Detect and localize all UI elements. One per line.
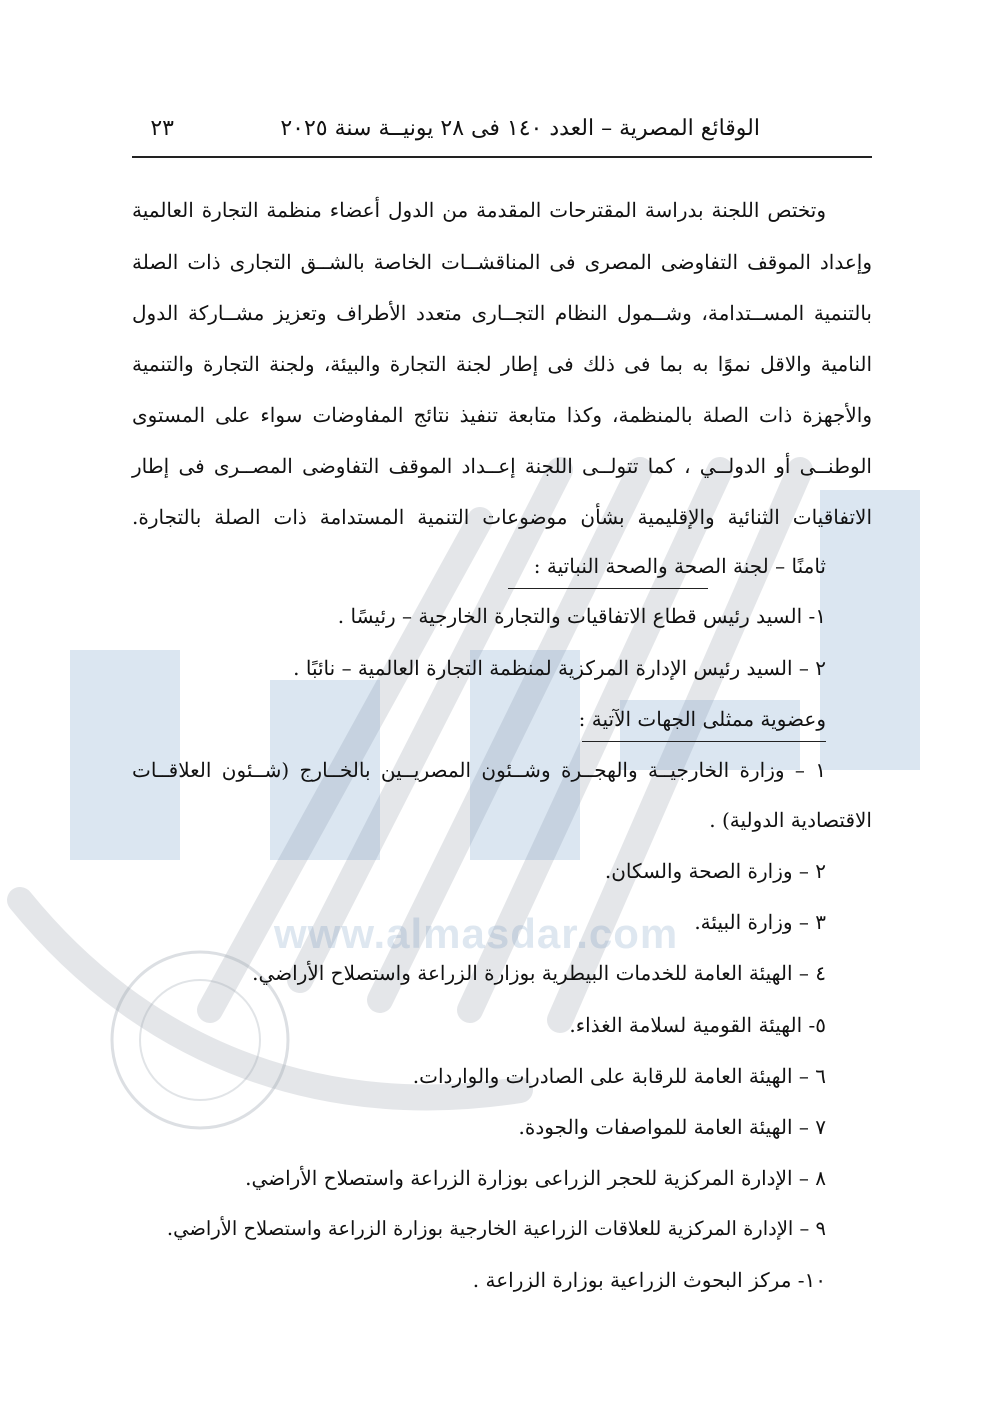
section-heading: ثامنًا – لجنة الصحة والصحة النباتية : (533, 554, 826, 578)
header-title: الوقائع المصرية – العدد ١٤٠ فى ٢٨ يونيــة سنة ٢٠٢٥ (280, 116, 760, 141)
list-item: ١ – وزارة الخارجيــة والهجــرة وشــئون المصريــين بالخــارج (شــئون العلاقــات (132, 758, 827, 782)
paragraph-line: النامية والاقل نموًا به بما فى ذلك فى إطار لجنة التجارة والبيئة، ولجنة التجارة والتنمية (132, 352, 872, 376)
paragraph-line: وتختص اللجنة بدراسة المقترحات المقدمة من الدول أعضاء منظمة التجارة العالمية (132, 198, 826, 222)
list-item: الاقتصادية الدولية) . (709, 808, 872, 832)
watermark-url: www.almasdar.com (274, 910, 679, 957)
paragraph-line: الوطنــى أو الدولــي ، كما تتولــى اللجنة إعــداد الموقف التفاوضى المصــرى فى إطار (132, 454, 872, 478)
list-item: ٣ – وزارة البيئة. (694, 910, 826, 934)
list-item: ٢ – السيد رئيس الإدارة المركزية لمنظمة التجارة العالمية – نائبًا . (293, 656, 826, 680)
paragraph-line: الاتفاقيات الثنائية والإقليمية بشأن موضوعات التنمية المستدامة ذات الصلة بالتجارة. (132, 505, 872, 529)
section-heading-underline (508, 588, 708, 589)
list-item: ٨ – الإدارة المركزية للحجر الزراعى بوزارة الزراعة واستصلاح الأراضي. (245, 1166, 826, 1190)
list-item: ٩ – الإدارة المركزية للعلاقات الزراعية الخارجية بوزارة الزراعة واستصلاح الأراضي. (166, 1217, 826, 1240)
list-item: ٦ – الهيئة العامة للرقابة على الصادرات والواردات. (412, 1064, 826, 1088)
paragraph-line: وإعداد الموقف التفاوضى المصرى فى المناقشــات الخاصة بالشــق التجارى ذات الصلة (132, 250, 872, 274)
membership-heading: وعضوية ممثلى الجهات الآتية : (578, 707, 826, 731)
list-item: ١٠- مركز البحوث الزراعية بوزارة الزراعة . (472, 1268, 826, 1292)
paragraph-line: بالتنمية المســتدامة، وشــمول النظام التجــارى متعدد الأطراف وتعزيز مشــاركة الدول (132, 301, 872, 325)
list-item: ٧ – الهيئة العامة للمواصفات والجودة. (518, 1115, 826, 1139)
paragraph-line: والأجهزة ذات الصلة بالمنظمة، وكذا متابعة تنفيذ نتائج المفاوضات سواء على المستوى (132, 403, 872, 427)
list-item: ٢ – وزارة الصحة والسكان. (604, 859, 826, 883)
page-number: ٢٣ (150, 116, 174, 141)
list-item: ٥- الهيئة القومية لسلامة الغذاء. (569, 1013, 826, 1037)
membership-heading-underline (582, 741, 826, 742)
list-item: ٤ – الهيئة العامة للخدمات البيطرية بوزارة الزراعة واستصلاح الأراضي. (252, 961, 826, 985)
page-header (132, 112, 872, 158)
list-item: ١- السيد رئيس قطاع الاتفاقيات والتجارة الخارجية – رئيسًا . (337, 604, 826, 628)
